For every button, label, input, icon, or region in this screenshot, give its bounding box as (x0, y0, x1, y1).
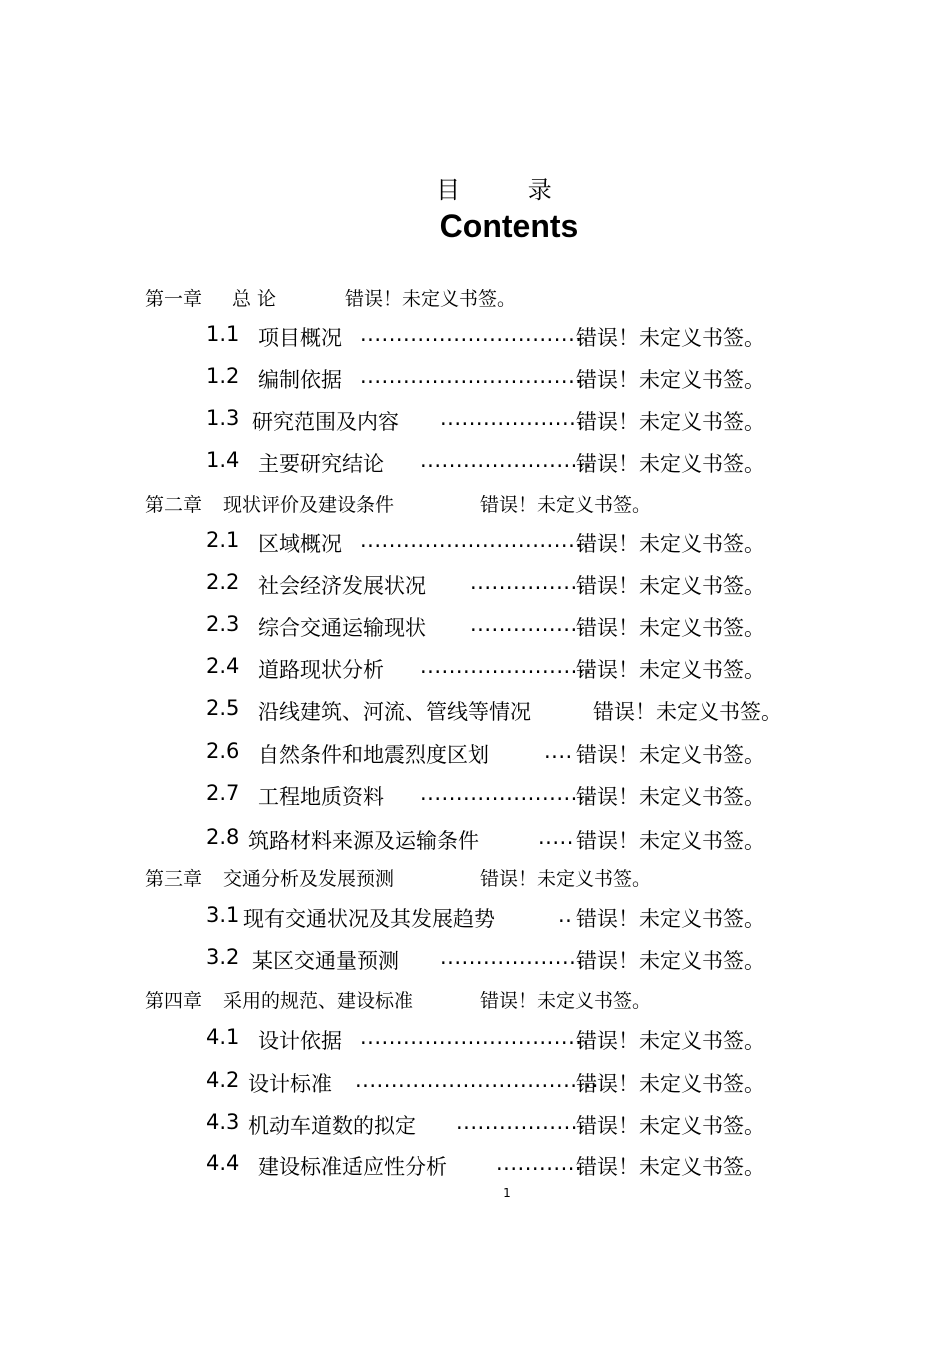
toc-title-english: Contents (439, 208, 579, 244)
toc-title-chinese: 目 录 (436, 176, 582, 204)
toc-entry-leader: ............ (496, 1151, 583, 1175)
toc-entry-reference: 错误！未定义书签。 (576, 907, 765, 931)
toc-entry-leader: ................ (470, 570, 585, 594)
toc-entry-leader: ................................ (360, 364, 590, 388)
toc-entry-number: 第二章 (145, 494, 203, 516)
toc-entry-reference: 错误！未定义书签。 (576, 452, 765, 476)
toc-entry-title: 筑路材料来源及运输条件 (248, 829, 479, 853)
toc-entry-leader: ................................ (360, 1025, 590, 1049)
toc-entry-number: 1.3 (206, 406, 240, 430)
toc-entry-number: 4.1 (206, 1025, 240, 1049)
toc-entry-reference: 错误！未定义书签。 (576, 743, 765, 767)
toc-entry-reference: 错误！未定义书签。 (576, 949, 765, 973)
toc-entry-reference: 错误！未定义书签。 (480, 868, 652, 890)
toc-entry-leader: .................... (440, 406, 584, 430)
toc-entry-number: 4.3 (206, 1110, 240, 1134)
toc-entry-number: 第一章 (145, 288, 203, 310)
toc-entry-number: 2.7 (206, 781, 240, 805)
toc-entry-reference: 错误！未定义书签。 (576, 658, 765, 682)
toc-entry-title: 某区交通量预测 (252, 949, 399, 973)
toc-entry-title: 工程地质资料 (258, 785, 384, 809)
toc-entry-leader: ................ (470, 612, 585, 636)
toc-entry-leader: ........................ (420, 781, 593, 805)
toc-entry-title: 项目概况 (258, 326, 342, 350)
toc-entry-reference: 错误！未定义书签。 (593, 700, 782, 724)
toc-entry-reference: 错误！未定义书签。 (576, 368, 765, 392)
toc-entry-title: 采用的规范、建设标准 (223, 990, 414, 1012)
toc-entry-number: 2.8 (206, 825, 240, 849)
toc-entry-number: 2.3 (206, 612, 240, 636)
toc-entry-title: 综合交通运输现状 (258, 616, 426, 640)
toc-entry-title: 社会经济发展状况 (258, 574, 426, 598)
toc-entry-reference: 错误！未定义书签。 (345, 288, 517, 310)
toc-entry-title: 交通分析及发展预测 (223, 868, 395, 890)
toc-entry-title: 设计标准 (248, 1072, 332, 1096)
toc-entry-leader: .................. (456, 1110, 586, 1134)
toc-entry-title: 编制依据 (258, 368, 342, 392)
toc-entry-reference: 错误！未定义书签。 (576, 1072, 765, 1096)
toc-entry-title: 区域概况 (258, 532, 342, 556)
toc-entry-title: 现状评价及建设条件 (223, 494, 395, 516)
toc-entry-leader: .................................. (355, 1068, 599, 1092)
toc-entry-reference: 错误！未定义书签。 (480, 494, 652, 516)
toc-entry-title: 现有交通状况及其发展趋势 (243, 907, 495, 931)
toc-entry-reference: 错误！未定义书签。 (576, 326, 765, 350)
toc-entry-reference: 错误！未定义书签。 (480, 990, 652, 1012)
toc-entry-reference: 错误！未定义书签。 (576, 616, 765, 640)
page-number: 1 (503, 1186, 511, 1200)
toc-entry-title: 研究范围及内容 (252, 410, 399, 434)
toc-entry-number: 3.1 (206, 903, 240, 927)
toc-entry-number: 3.2 (206, 945, 240, 969)
toc-entry-leader: .. (558, 903, 573, 927)
toc-entry-reference: 错误！未定义书签。 (576, 785, 765, 809)
toc-entry-reference: 错误！未定义书签。 (576, 1114, 765, 1138)
toc-entry-leader: ................................ (360, 322, 590, 346)
toc-entry-number: 第四章 (145, 990, 203, 1012)
toc-entry-title: 主要研究结论 (258, 452, 384, 476)
toc-entry-leader: ................................ (360, 528, 590, 552)
toc-entry-reference: 错误！未定义书签。 (576, 532, 765, 556)
toc-entry-title: 设计依据 (258, 1029, 342, 1053)
toc-entry-number: 2.6 (206, 739, 240, 763)
toc-entry-reference: 错误！未定义书签。 (576, 829, 765, 853)
toc-entry-reference: 错误！未定义书签。 (576, 1155, 765, 1179)
toc-entry-leader: ........................ (420, 654, 593, 678)
toc-entry-title: 机动车道数的拟定 (248, 1114, 416, 1138)
toc-entry-title: 沿线建筑、河流、管线等情况 (258, 700, 531, 724)
toc-entry-number: 1.4 (206, 448, 240, 472)
toc-entry-number: 4.2 (206, 1068, 240, 1092)
toc-entry-leader: .... (544, 739, 573, 763)
toc-entry-number: 第三章 (145, 868, 203, 890)
toc-entry-number: 4.4 (206, 1151, 240, 1175)
toc-entry-number: 1.2 (206, 364, 240, 388)
toc-entry-leader: .................... (440, 945, 584, 969)
toc-entry-reference: 错误！未定义书签。 (576, 410, 765, 434)
toc-entry-reference: 错误！未定义书签。 (576, 574, 765, 598)
toc-entry-number: 2.4 (206, 654, 240, 678)
toc-entry-leader: ........................ (420, 448, 593, 472)
toc-entry-title: 自然条件和地震烈度区划 (258, 743, 489, 767)
toc-entry-title: 建设标准适应性分析 (258, 1155, 447, 1179)
toc-entry-number: 2.5 (206, 696, 240, 720)
toc-entry-number: 1.1 (206, 322, 240, 346)
toc-entry-number: 2.1 (206, 528, 240, 552)
toc-entry-title: 道路现状分析 (258, 658, 384, 682)
toc-entry-leader: ..... (538, 825, 574, 849)
toc-entry-reference: 错误！未定义书签。 (576, 1029, 765, 1053)
toc-entry-title: 总 论 (232, 288, 277, 310)
toc-entry-number: 2.2 (206, 570, 240, 594)
